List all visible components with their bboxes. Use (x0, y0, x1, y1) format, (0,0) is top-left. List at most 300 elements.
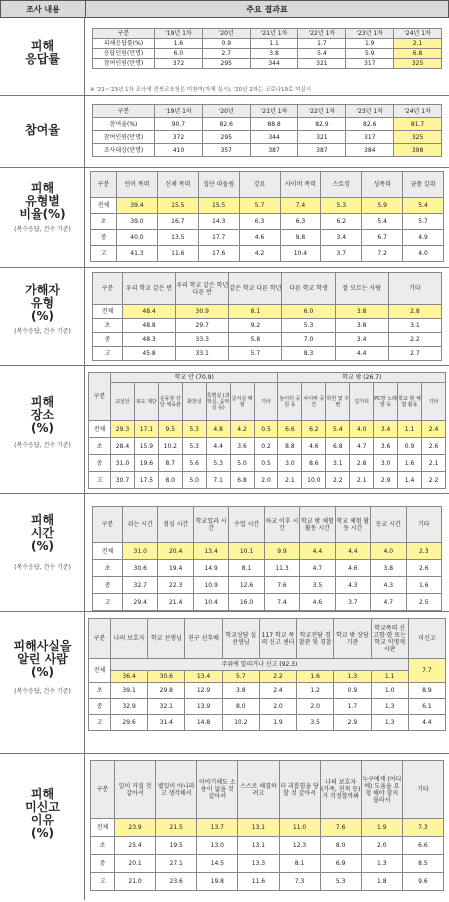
table-cell: 나의 보호자 (111, 619, 148, 659)
table-cell: 325 (394, 59, 442, 69)
table-cell: 10.4 (193, 594, 228, 611)
table-cell: 2.6 (421, 438, 445, 455)
table-cell: '23년 1차 (346, 29, 394, 39)
table-cell: 9.9 (264, 543, 299, 560)
table-cell: 중 (89, 699, 111, 715)
table-cell: 4.8 (206, 421, 230, 438)
table-cell: 2.1 (421, 455, 445, 472)
table-cell: 8.0 (222, 699, 259, 715)
table-cell: 2.2 (388, 333, 441, 347)
table-cell: 13.4 (193, 543, 228, 560)
table-cell: 5.3 (320, 873, 361, 891)
table-row (93, 560, 442, 577)
table-cell: '23년 1차 (346, 105, 394, 118)
table-cell: 2.9 (334, 715, 371, 731)
table-cell: 1.3 (371, 715, 408, 731)
table-cell: 17.7 (198, 230, 239, 246)
table-row (93, 305, 442, 319)
table-cell: 410 (155, 144, 203, 157)
table-cell: 5.7 (222, 671, 259, 683)
table-cell: 295 (202, 59, 250, 69)
table-cell: 10.2 (222, 715, 259, 731)
table-cell: 82.9 (298, 118, 346, 131)
table-cell: 21.5 (156, 819, 197, 837)
section-subnote: (복수응답, 건수 기준) (14, 688, 71, 695)
table-cell: 구분 (91, 761, 115, 819)
table-cell: 25.4 (115, 837, 156, 855)
table-cell: 9.8 (280, 230, 321, 246)
table-cell: 29.8 (148, 683, 185, 699)
table-cell: 27.1 (156, 855, 197, 873)
table-cell: 2.0 (254, 472, 278, 489)
table-cell: 고 (91, 246, 117, 262)
table-cell: 45.8 (123, 347, 176, 361)
table-header-row (93, 105, 442, 118)
table-cell: 20.4 (158, 543, 193, 560)
table-cell: 기타 (402, 761, 443, 819)
table-cell: 0.9 (398, 438, 422, 455)
table-cell: '21년 1차 (250, 105, 298, 118)
table-cell: 0.5 (254, 421, 278, 438)
table-cell: 5.3 (282, 319, 335, 333)
table-cell: 화장실 (182, 383, 206, 421)
table-cell: 372 (155, 59, 203, 69)
table-cell: 21.4 (158, 594, 193, 611)
table-cell: 11.6 (157, 246, 198, 262)
table-cell: 2.0 (361, 837, 402, 855)
table-row (91, 198, 444, 214)
table-cell: 2.2 (259, 671, 296, 683)
table-cell: 금품 갈취 (403, 172, 444, 198)
table-cell: 2.1 (394, 39, 442, 49)
table-cell: 1.3 (334, 671, 371, 683)
table-cell: 6.2 (302, 421, 326, 438)
table-cell: 2.2 (326, 472, 350, 489)
table-cell: 29.7 (176, 319, 229, 333)
table-cell: 8.8 (278, 438, 302, 455)
table-cell: 주위에 알리거나 신고 (92.3) (111, 659, 409, 671)
informed-person-table (88, 618, 446, 731)
table-cell: 4.4 (408, 715, 445, 731)
table-cell: 9.6 (402, 873, 443, 891)
table-cell: 39.4 (117, 198, 158, 214)
table-row (91, 855, 444, 873)
table-cell: 13.0 (197, 837, 238, 855)
table-cell: '20년 (202, 29, 250, 39)
table-cell: 4.2 (239, 246, 280, 262)
table-cell: 2.7 (202, 49, 250, 59)
table-cell: 29.6 (111, 715, 148, 731)
table-cell: 88.8 (250, 118, 298, 131)
table-cell: 357 (202, 144, 250, 157)
table-cell: 8.7 (158, 455, 182, 472)
table-cell: 참여율(%) (93, 118, 155, 131)
table-cell: 33.1 (176, 347, 229, 361)
table-cell: 2.9 (374, 472, 398, 489)
table-cell: 초 (89, 683, 111, 699)
table-row (93, 144, 442, 157)
table-cell: 387 (250, 144, 298, 157)
table-cell: 12.3 (279, 837, 320, 855)
table-cell: 2.5 (406, 594, 442, 611)
section-title: 가해자 유형 (%) (25, 283, 60, 323)
table-cell: 나의 보호자 (가족, 친척 등)가 걱정할까봐 (320, 761, 361, 819)
table-cell: 19.5 (156, 837, 197, 855)
table-cell: 4.0 (371, 543, 406, 560)
table-cell: 8.9 (408, 683, 445, 699)
table-cell: 31.0 (111, 455, 135, 472)
table-cell: 초 (91, 837, 115, 855)
table-cell: 21.0 (115, 873, 156, 891)
table-cell: 스스로 해결하려고 (238, 761, 279, 819)
table-cell: 5.3 (182, 438, 206, 455)
table-cell: 점심 시간 (158, 507, 193, 543)
table-cell: 6.8 (394, 49, 442, 59)
table-cell: 학교일과 시간 (193, 507, 228, 543)
table-cell: 2.6 (406, 560, 442, 577)
table-cell: 사이버 폭력 (280, 172, 321, 198)
table-cell: 2.4 (421, 421, 445, 438)
table-cell: 7.6 (264, 577, 299, 594)
table-cell: 19.8 (197, 873, 238, 891)
table-cell: 초 (93, 560, 123, 577)
table-cell: 4.6 (239, 230, 280, 246)
table-row (93, 118, 442, 131)
table-cell: 13.4 (185, 671, 222, 683)
table-cell: 3.4 (335, 333, 388, 347)
section-subnote: (복수응답, 건수 기준) (14, 564, 71, 571)
table-cell: 6.2 (321, 214, 362, 230)
table-cell: 0.9 (334, 683, 371, 699)
table-cell: 구분 (93, 507, 123, 543)
table-cell: 11.3 (264, 560, 299, 577)
table-cell: 48.3 (123, 333, 176, 347)
table-cell: '20년 (202, 105, 250, 118)
table-cell: 2.8 (388, 305, 441, 319)
table-cell: 학교전담 경찰관 및 경찰 (297, 619, 334, 659)
damage-place-table (88, 372, 446, 489)
table-cell: 14.9 (193, 560, 228, 577)
table-cell: 30.9 (176, 305, 229, 319)
table-cell: 고 (89, 715, 111, 731)
table-cell: 3.0 (278, 455, 302, 472)
table-cell: 6.8 (326, 438, 350, 455)
table-cell: 2.2 (421, 472, 445, 489)
table-row (93, 59, 442, 69)
table-cell: 전체 (93, 305, 123, 319)
table-cell: 기타 (406, 507, 442, 543)
table-cell: 6.3 (280, 214, 321, 230)
table-cell: 7.4 (264, 594, 299, 611)
table-cell: 학교폭력 신고함·함 또는 학교 익명게시판 (371, 619, 408, 659)
table-cell: 32.7 (123, 577, 158, 594)
table-cell: 5.4 (362, 214, 403, 230)
table-cell: 급식실 매점 (230, 383, 254, 421)
table-cell: 전체 (93, 543, 123, 560)
table-cell: 23.6 (156, 873, 197, 891)
table-cell: 스토킹 (321, 172, 362, 198)
table-cell: 참여인원(만명) (93, 59, 155, 69)
table-cell: 7.3 (279, 873, 320, 891)
table-header-row (91, 761, 444, 819)
table-cell: 10.4 (280, 246, 321, 262)
table-cell: 3.6 (374, 438, 398, 455)
table-cell: 16.7 (157, 214, 198, 230)
section-damage-time (0, 494, 449, 612)
table-cell: 2.7 (388, 347, 441, 361)
table-cell: 학원 및 주변 (326, 383, 350, 421)
table-row (93, 131, 442, 144)
table-cell: 28.4 (111, 438, 135, 455)
table-cell: 1.9 (361, 819, 402, 837)
table-cell: 1.6 (155, 39, 203, 49)
table-header-row (91, 172, 444, 198)
table-cell: 학교 체험 활동 시간 (335, 507, 370, 543)
table-cell: 8.6 (302, 455, 326, 472)
table-row (93, 39, 442, 49)
table-cell: 기타 (388, 273, 441, 305)
table-row (93, 333, 442, 347)
table-cell: 14.5 (197, 855, 238, 873)
participation-table (92, 104, 442, 157)
unreported-reason-table (90, 760, 444, 891)
table-cell: 10.0 (302, 472, 326, 489)
table-cell: 6.8 (230, 472, 254, 489)
damage-time-table (92, 506, 442, 611)
table-cell: 강요 (239, 172, 280, 198)
table-cell: 중 (93, 333, 123, 347)
table-cell: 13.5 (157, 230, 198, 246)
table-row (93, 49, 442, 59)
table-cell: 3.4 (321, 230, 362, 246)
table-cell: 12.6 (229, 577, 264, 594)
section-participation-rate (0, 96, 449, 168)
table-cell: 9.5 (158, 421, 182, 438)
table-cell: 조사대상(만명) (93, 144, 155, 157)
table-cell: 잘 모르는 사람 (335, 273, 388, 305)
table-cell: 317 (346, 131, 394, 144)
table-cell: 1.4 (398, 472, 422, 489)
section-subnote: (복수응답, 건수 기준) (14, 442, 71, 449)
table-cell: 325 (394, 131, 442, 144)
table-cell: 5.9 (362, 198, 403, 214)
table-cell: 17.1 (134, 421, 158, 438)
table-cell: 다른 학교 학생 (282, 273, 335, 305)
table-cell: 별일이 아니라고 생각해서 (156, 761, 197, 819)
table-cell: 4.9 (403, 230, 444, 246)
table-cell: 7.3 (402, 819, 443, 837)
table-cell: '22년 1차 (298, 105, 346, 118)
table-cell: 32.9 (111, 699, 148, 715)
table-row (89, 671, 446, 683)
section-perpetrator-type (0, 268, 449, 366)
table-cell: 7.7 (408, 659, 445, 683)
table-cell: 1.1 (398, 421, 422, 438)
table-cell: 구분 (89, 373, 111, 421)
table-cell: 누구에게 (어디에) 도움을 요청 해야 할지 몰라서 (361, 761, 402, 819)
table-cell: 학교 밖 체험활동 시간 (300, 507, 335, 543)
table-cell: 이야기해도 소용이 없을 것 같아서 (197, 761, 238, 819)
section-title: 피해 유형별 비율(%) (19, 181, 66, 221)
table-row (93, 577, 442, 594)
table-row (93, 594, 442, 611)
span-row (89, 659, 446, 671)
table-cell: 우리 학교 같은 학년 다른 반 (176, 273, 229, 305)
table-cell: 중 (93, 577, 123, 594)
table-cell: 특별실 (과학실, 음악실 등) (206, 383, 230, 421)
table-cell: 언어 폭력 (117, 172, 158, 198)
table-cell: 3.5 (297, 715, 334, 731)
table-row (89, 715, 446, 731)
table-cell: 344 (250, 59, 298, 69)
table-cell: 7.4 (280, 198, 321, 214)
table-cell: 5.0 (230, 455, 254, 472)
table-cell: 구분 (93, 105, 155, 118)
table-row (91, 246, 444, 262)
table-cell: 1.6 (406, 577, 442, 594)
table-cell: 4.0 (403, 246, 444, 262)
table-cell: 19.6 (134, 455, 158, 472)
table-cell: 고 (93, 347, 123, 361)
table-row (91, 230, 444, 246)
table-cell: 8.5 (402, 855, 443, 873)
table-cell: 학교 안 (70.9) (111, 373, 278, 383)
table-cell: 8.3 (282, 347, 335, 361)
table-row (93, 347, 442, 361)
table-cell: 전체 (89, 421, 111, 438)
table-cell: 5.3 (182, 421, 206, 438)
table-cell: 2.0 (297, 699, 334, 715)
table-cell: 23.9 (115, 819, 156, 837)
table-row (89, 421, 446, 438)
table-cell: 수업 시간 (229, 507, 264, 543)
section-damage-response-rate (0, 18, 449, 96)
table-cell: 1.8 (361, 873, 402, 891)
table-cell: 3.7 (335, 594, 370, 611)
table-cell: '24년 1차 (394, 105, 442, 118)
table-cell: 전체 (91, 198, 117, 214)
table-cell: 384 (346, 144, 394, 157)
table-row (91, 214, 444, 230)
table-cell: 39.1 (111, 683, 148, 699)
table-cell: 48.8 (123, 319, 176, 333)
table-cell: 13.9 (185, 699, 222, 715)
table-cell: 41.3 (117, 246, 158, 262)
table-cell: 4.2 (230, 421, 254, 438)
table-row (89, 455, 446, 472)
table-cell: 117 학교 폭력 신고 센터 (259, 619, 296, 659)
table-cell: 4.6 (300, 594, 335, 611)
table-cell: 82.6 (346, 118, 394, 131)
table-cell: 친구 선후배 (185, 619, 222, 659)
table-cell: 11.0 (279, 819, 320, 837)
section-title: 피해 미신고 이유 (%) (25, 787, 60, 840)
table-cell: '24년 1차 (394, 29, 442, 39)
table-cell: 4.4 (335, 347, 388, 361)
table-cell: 3.8 (335, 319, 388, 333)
table-cell: 미신고 (408, 619, 445, 659)
table-cell: 9.2 (229, 319, 282, 333)
table-cell: '19년 1차 (155, 105, 203, 118)
table-cell: 기타 (421, 383, 445, 421)
table-header-row (93, 273, 442, 305)
table-cell: 30.6 (148, 671, 185, 683)
table-cell: 30.6 (123, 560, 158, 577)
table-cell: 7.1 (206, 472, 230, 489)
table-cell: 고 (93, 594, 123, 611)
table-cell: 8.0 (158, 472, 182, 489)
table-cell: 6.1 (408, 699, 445, 715)
table-cell: 31.4 (148, 715, 185, 731)
table-cell: 5.7 (239, 198, 280, 214)
table-row (91, 837, 444, 855)
table-cell: 중 (91, 230, 117, 246)
table-cell: 36.4 (111, 671, 148, 683)
table-cell: 39.0 (117, 214, 158, 230)
table-cell: 295 (202, 131, 250, 144)
table-cell: 82.6 (202, 118, 250, 131)
table-cell: 1.1 (250, 39, 298, 49)
table-cell: 13.3 (238, 855, 279, 873)
table-cell: 놀이터 공원 등 (278, 383, 302, 421)
table-cell: 피해응답률(%) (93, 39, 155, 49)
header-survey-content: 조사 내용 (1, 1, 86, 17)
table-cell: 11.6 (238, 873, 279, 891)
footnote: ※ '21~'23년 1차 조사에 전북교육청은 미참여(자체 실시), '20년 2차는 코로나19로 미실시 (90, 87, 312, 93)
table-cell: 317 (346, 59, 394, 69)
perpetrator-table (92, 272, 442, 361)
table-cell: 학교 밖 (26.7) (278, 373, 446, 383)
table-cell: 4.6 (335, 560, 370, 577)
table-cell: 14.3 (198, 214, 239, 230)
table-cell: 신체 폭력 (157, 172, 198, 198)
table-row (89, 683, 446, 699)
table-cell: 6.6 (278, 421, 302, 438)
table-cell: 우리 학교 같은 반 (123, 273, 176, 305)
table-cell: 학교상담 실 선생님 (222, 619, 259, 659)
table-cell: 초 (93, 319, 123, 333)
table-cell: 교실안 (111, 383, 135, 421)
table-cell: 5.8 (229, 333, 282, 347)
table-cell: 응답인원(만명) (93, 49, 155, 59)
section-title: 피해 시간 (%) (30, 513, 55, 553)
table-cell: 4.4 (335, 543, 370, 560)
table-cell: 2.8 (350, 455, 374, 472)
table-cell: 29.3 (111, 421, 135, 438)
table-cell: 일이 커질 것 같아서 (115, 761, 156, 819)
table-cell: 0.5 (254, 455, 278, 472)
table-row (89, 699, 446, 715)
table-cell: 4.7 (300, 560, 335, 577)
section-title: 참여율 (25, 123, 60, 137)
table-cell: 3.1 (326, 455, 350, 472)
table-cell: 4.0 (350, 421, 374, 438)
table-cell: 구분 (89, 619, 111, 659)
table-cell: 4.3 (371, 577, 406, 594)
table-cell: 8.1 (229, 305, 282, 319)
table-cell: 2.1 (278, 472, 302, 489)
table-cell: 15.5 (157, 198, 198, 214)
table-cell: 3.0 (374, 455, 398, 472)
table-cell: 5.3 (321, 198, 362, 214)
table-row (91, 873, 444, 891)
table-cell: 1.2 (297, 683, 334, 699)
table-cell: 기타 (254, 383, 278, 421)
table-cell: 22.3 (158, 577, 193, 594)
header-main-results: 주요 결과표 (86, 1, 448, 17)
table-row (91, 819, 444, 837)
table-cell: '22년 1차 (298, 29, 346, 39)
